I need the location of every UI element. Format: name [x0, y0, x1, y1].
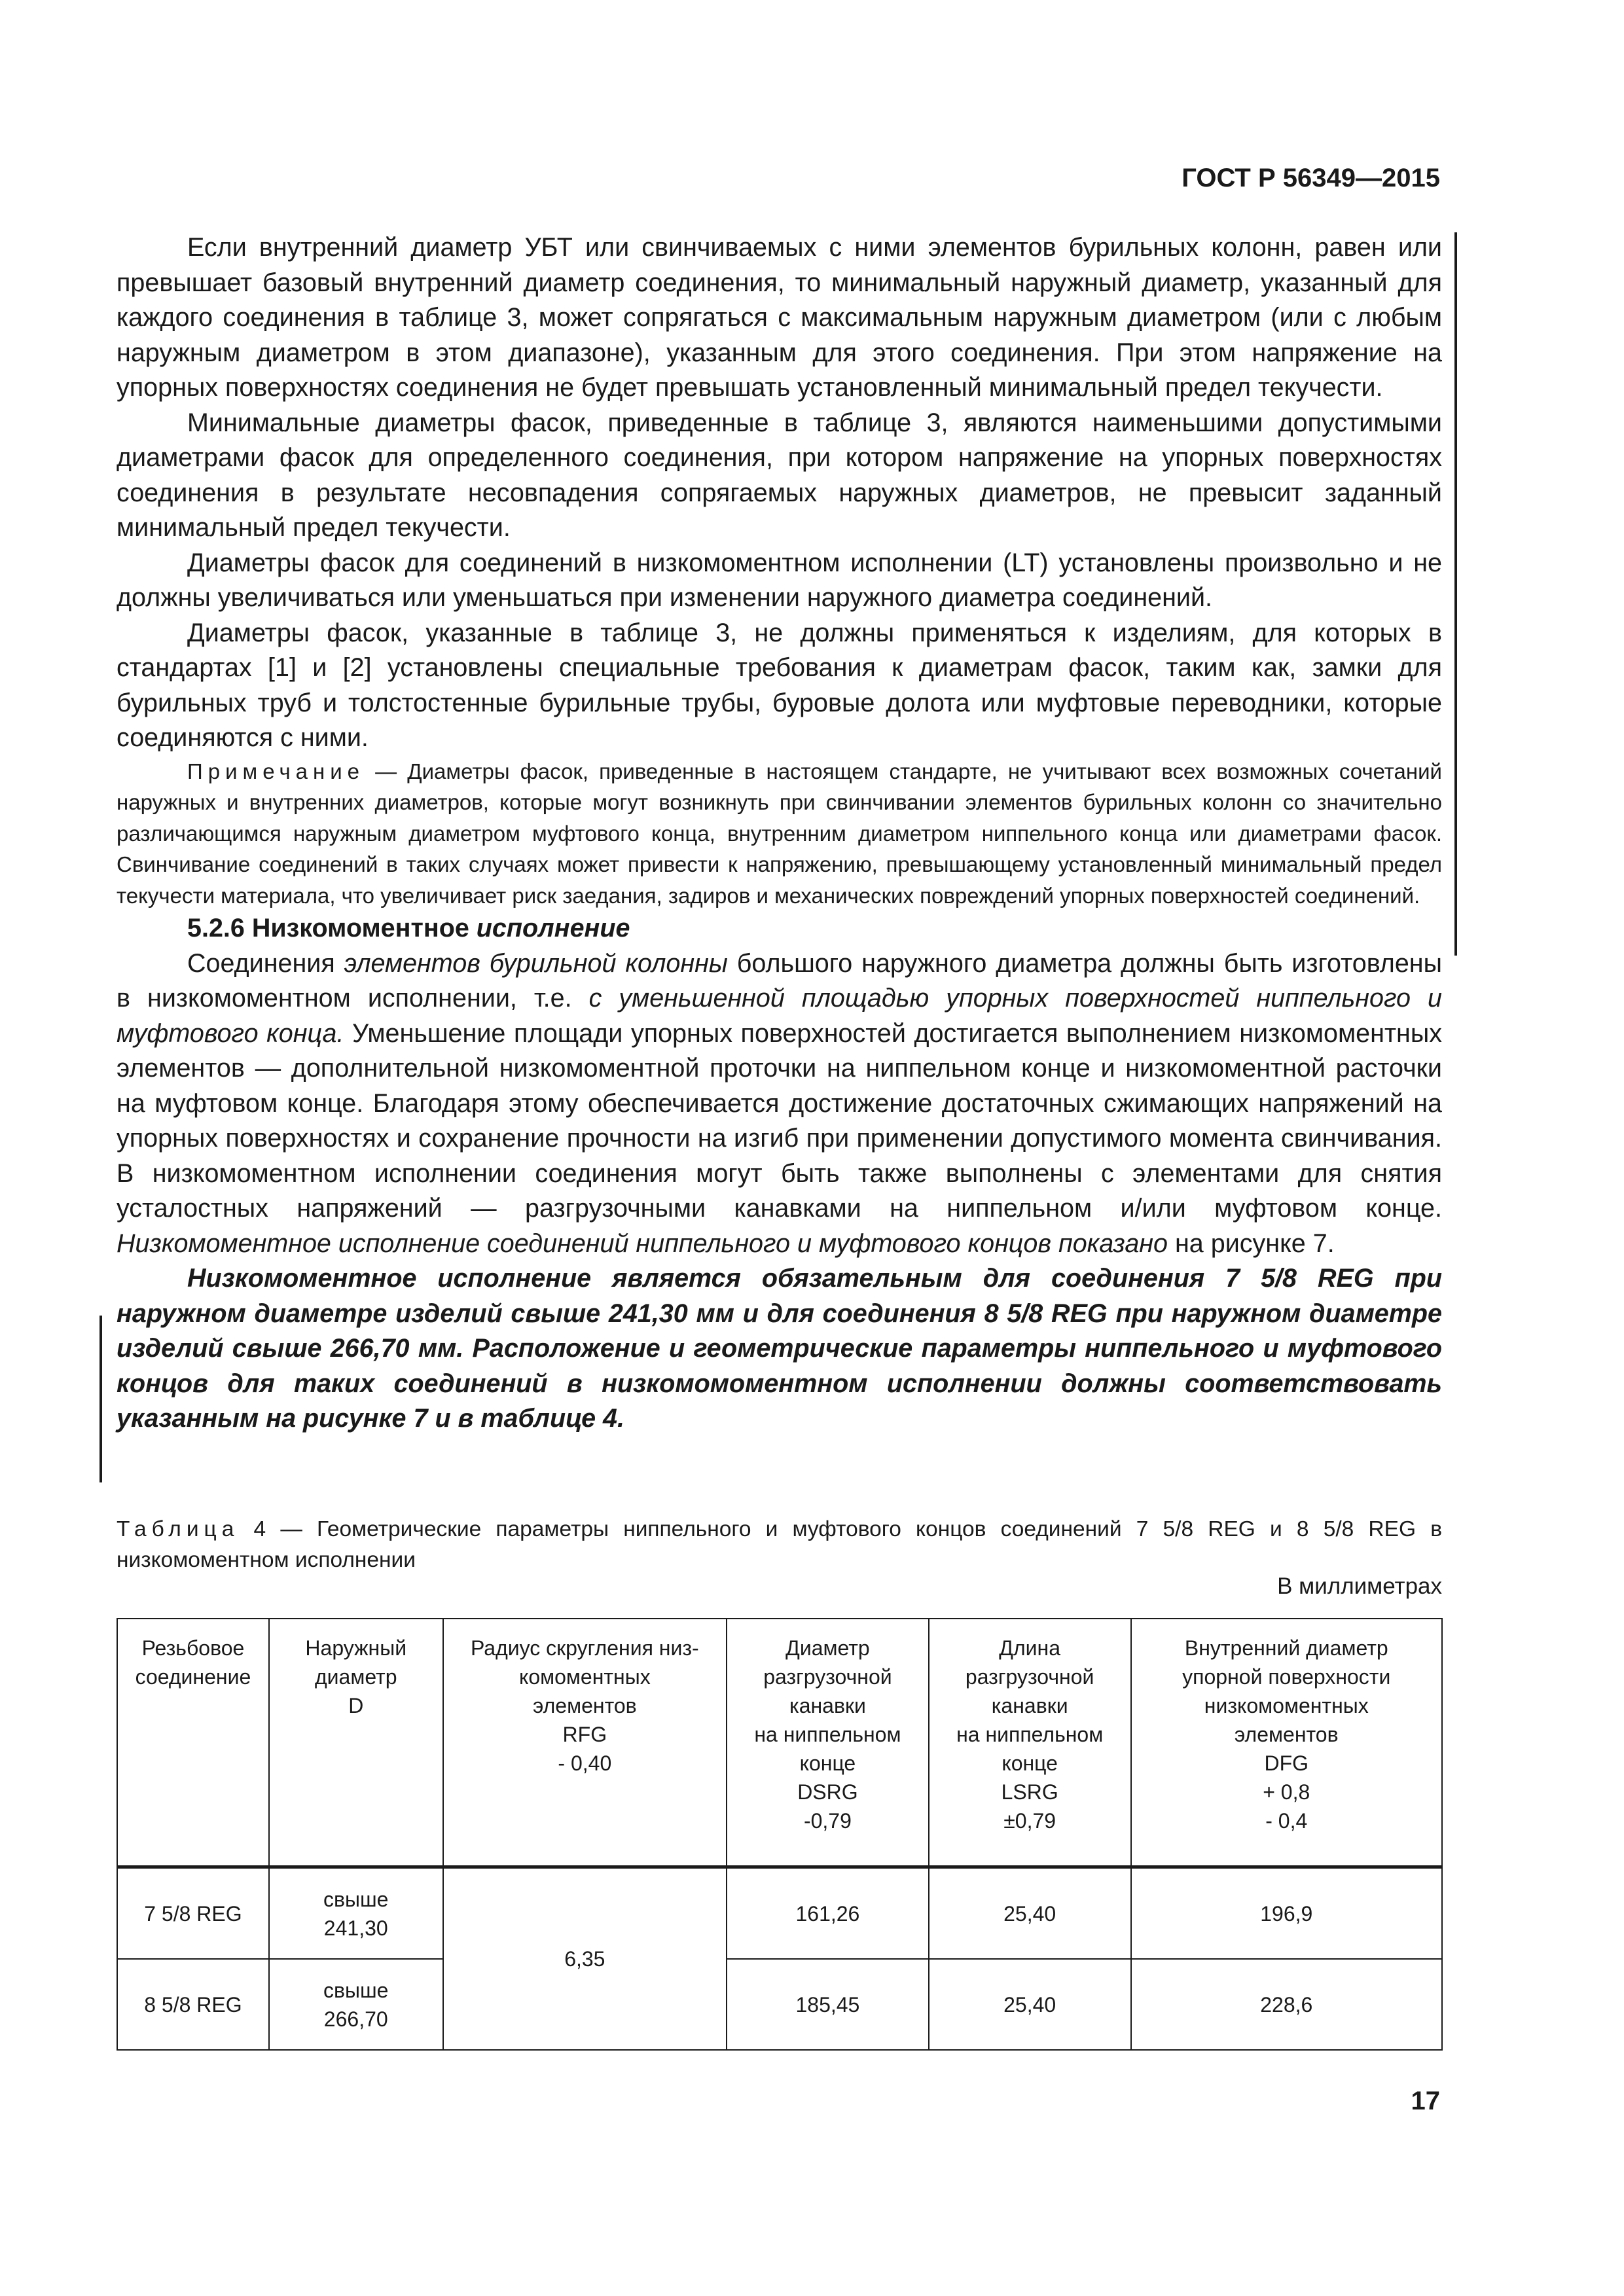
header-line: Наружный — [305, 1636, 407, 1660]
header-line: конце — [799, 1751, 856, 1775]
column-header-diameter — [269, 1619, 443, 1867]
header-line: -0,79 — [803, 1809, 852, 1833]
header-line: Радиус скругления низ- — [470, 1636, 699, 1660]
header-line: на ниппельном — [754, 1723, 901, 1746]
change-bar-left — [99, 1316, 102, 1482]
header-line: канавки — [991, 1694, 1068, 1717]
header-line: - 0,40 — [558, 1751, 612, 1775]
section-heading — [117, 911, 1442, 946]
header-line: соединение — [135, 1665, 251, 1689]
header-line: низкомоментных — [1204, 1694, 1369, 1717]
header-line: LSRG — [1001, 1780, 1058, 1804]
header-line: элементов — [533, 1694, 637, 1717]
paragraph-bold-italic: Низкомоментное исполнение является обязательным для соединения 7 5/8 REG при наружном диаметре изделий свыше 241,30 мм и для соединения 8 5/8 REG при наружном диаметре изделий свыше 266,70 мм. Расположение и геометрические параметры ниппельного и муфтового концов для таких соединений в низкомомоментном исполнении должны соответствовать указанным на рисунке 7 и в таблице 4. — [117, 1264, 1442, 1433]
paragraph: Минимальные диаметры фасок, приведенные в таблице 3, являются наименьшими допустимыми диаметрами фасок для определенного соединения, при котором напряжение на упорных поверхностях соединения в результате несовпадения сопрягаемых наружных диаметров, не превысит заданный минимальный предел текучести. — [117, 408, 1442, 542]
header-line: D — [348, 1694, 364, 1717]
header-line: Резьбовое — [141, 1636, 245, 1660]
section-title-italic: исполнение — [476, 914, 630, 942]
paragraph: Если внутренний диаметр УБТ или свинчиваемых с ними элементов бурильных колонн, равен или превышает базовый внутренний диаметр соединения, то минимальный наружный диаметр, указанный для каждого соединения в таблице 3, может сопрягаться с максимальным наружным диаметром (или с любым наружным диаметром в этом диапазоне), указанным для этого соединения. При этом напряжение на упорных поверхностях соединения не будет превышать установленный минимальный предел текучести. — [117, 233, 1442, 402]
table-caption-text: 4 — Геометрические параметры ниппельного и муфтового концов соединений 7 5/8 REG и 8 5/8 REG в низкомоментном исполнении — [117, 1517, 1442, 1572]
body-text — [117, 230, 1442, 1437]
cell-dfg: 196,9 — [1131, 1867, 1442, 1960]
text-run: большого наружного диаметра должны быть изготовлены в низкомоментном исполнении, т.е. — [117, 948, 1443, 1013]
header-line: Диаметр — [785, 1636, 870, 1660]
column-header-dfg — [1131, 1619, 1442, 1867]
header-line: Внутренний диаметр — [1184, 1636, 1388, 1660]
cell-diameter — [269, 1959, 443, 2050]
cell-line: свыше — [323, 1887, 389, 1911]
header-line: канавки — [789, 1694, 866, 1717]
cell-dsrg: 161,26 — [727, 1867, 929, 1960]
header-line: на ниппельном — [956, 1723, 1104, 1746]
page-number: 17 — [1411, 2087, 1440, 2115]
paragraph: Диаметры фасок для соединений в низкомоментном исполнении (LT) установлены произвольно и не должны увеличиваться или уменьшаться при изменении наружного диаметра соединений. — [117, 548, 1442, 612]
text-run-italic: с уменьшенной площадью упорных поверхностей ниппельного и муфтового конца. — [117, 984, 1443, 1048]
note — [117, 756, 1442, 912]
section-title: Низкомоментное — [251, 914, 469, 942]
cell-lsrg: 25,40 — [929, 1867, 1131, 1960]
header-line: конце — [1001, 1751, 1058, 1775]
table-caption-label: Таблица — [117, 1517, 240, 1541]
paragraph — [117, 946, 1442, 1262]
table-header-row — [117, 1619, 1442, 1867]
cell-dsrg: 185,45 — [727, 1959, 929, 2050]
header-line: Длина — [999, 1636, 1060, 1660]
header-line: разгрузочной — [965, 1665, 1094, 1689]
column-header-rfg — [443, 1619, 727, 1867]
cell-connection: 8 5/8 REG — [117, 1959, 269, 2050]
header-line: элементов — [1234, 1723, 1339, 1746]
cell-connection: 7 5/8 REG — [117, 1867, 269, 1960]
table-row — [117, 1867, 1442, 1960]
text-run: Уменьшение площади упорных поверхностей достигается выполнением низкомоментных элементов — дополнительной низкомоментной проточки на ниппельном конце и низкомоментной расточки на муфтовом конце. Благодаря этому обеспечивается достижение достаточных сжимающих напряжений на упорных поверхностях и сохранение прочности на изгиб при применении допустимого момента свинчивания. В низкомоментном исполнении соединения могут быть также выполнены с элементами для снятия усталостных напряжений — разгрузочными канавками на ниппельном и/или муфтовом конце. — [117, 1018, 1442, 1223]
cell-line: свыше — [323, 1978, 389, 2002]
header-line: диаметр — [314, 1665, 397, 1689]
table-caption — [117, 1514, 1442, 1575]
column-header-connection — [117, 1619, 269, 1867]
text-run: на рисунке 7. — [1168, 1229, 1335, 1258]
parameters-table — [117, 1618, 1443, 2051]
cell-rfg-shared: 6,35 — [443, 1867, 727, 2051]
column-header-dsrg — [727, 1619, 929, 1867]
paragraph: Диаметры фасок, указанные в таблице 3, не должны применяться к изделиям, для которых в стандартах [1] и [2] установлены специальные требования к диаметрам фасок, таким как, замки для бурильных труб и толстостенные бурильные трубы, буровые долота или муфтовые переводники, которые соединяются с ними. — [117, 618, 1442, 752]
standard-header: ГОСТ Р 56349—2015 — [1182, 164, 1440, 192]
header-line: DFG — [1264, 1751, 1309, 1775]
header-line: - 0,4 — [1265, 1809, 1308, 1833]
change-bar-right — [1454, 232, 1457, 956]
header-line: + 0,8 — [1263, 1780, 1310, 1804]
cell-line: 241,30 — [323, 1916, 388, 1940]
header-line: комоментных — [518, 1665, 651, 1689]
cell-diameter — [269, 1867, 443, 1960]
text-run-italic: элементов бурильной колонны — [344, 948, 728, 978]
units-label: В миллиметрах — [1277, 1573, 1442, 1599]
note-text: — Диаметры фасок, приведенные в настоящем стандарте, не учитывают всех возможных сочетаний наружных и внутренних диаметров, которые могут возникнуть при свинчивании элементов бурильных колонн со значительно различающимся наружным диаметром муфтового конца, внутренним диаметром ниппельного конца или диаметрами фасок. Свинчивание соединений в таких случаях может привести к напряжению, превышающему установленный минимальный предел текучести материала, что увеличивает риск заедания, задиров и механических повреждений упорных поверхностей соединений. — [117, 759, 1442, 908]
text-run: Соединения — [187, 948, 344, 978]
header-line: упорной поверхности — [1182, 1665, 1391, 1689]
section-number: 5.2.6 — [187, 914, 245, 942]
text-run-italic: Низкомоментное исполнение соединений ниппельного и муфтового концов показано — [117, 1229, 1168, 1258]
cell-lsrg: 25,40 — [929, 1959, 1131, 2050]
header-line: ±0,79 — [1003, 1809, 1056, 1833]
table-row — [117, 1959, 1442, 2050]
header-line: разгрузочной — [763, 1665, 892, 1689]
cell-dfg: 228,6 — [1131, 1959, 1442, 2050]
header-line: RFG — [562, 1723, 607, 1746]
note-label: Примечание — [187, 759, 365, 783]
cell-line: 266,70 — [323, 2007, 388, 2031]
header-line: DSRG — [797, 1780, 858, 1804]
column-header-lsrg — [929, 1619, 1131, 1867]
